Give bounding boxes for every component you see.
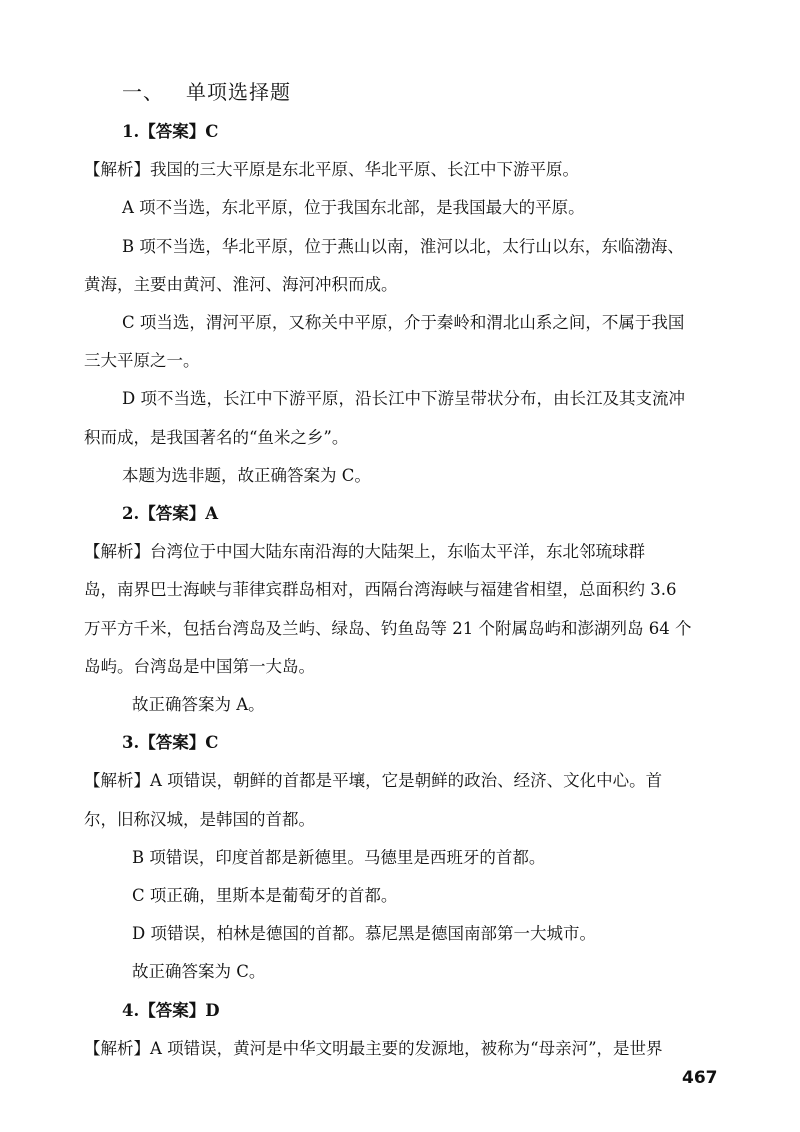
analysis-1-option-b: B 项不当选，华北平原，位于燕山以南，淮河以北，太行山以东，东临渤海、 xyxy=(122,236,684,256)
analysis-1-text: 【解析】我国的三大平原是东北平原、华北平原、长江中下游平原。 xyxy=(84,160,579,180)
analysis-3-conclusion: 故正确答案为 C。 xyxy=(132,962,266,982)
answer-4-heading: 4.【答案】D xyxy=(122,1000,220,1020)
analysis-1-option-b-cont: 黄海，主要由黄河、淮河、海河冲积而成。 xyxy=(84,274,398,294)
page-number: 467 xyxy=(682,1068,718,1088)
analysis-1-option-d: D 项不当选，长江中下游平原，沿长江中下游呈带状分布，由长江及其支流冲 xyxy=(122,389,685,409)
analysis-3-option-a: 【解析】A 项错误，朝鲜的首都是平壤，它是朝鲜的政治、经济、文化中心。首 xyxy=(84,771,663,791)
analysis-1-conclusion: 本题为选非题，故正确答案为 C。 xyxy=(122,465,371,485)
analysis-1-option-a: A 项不当选，东北平原，位于我国东北部，是我国最大的平原。 xyxy=(122,198,585,218)
section-number: 一、 xyxy=(122,80,164,104)
analysis-4-option-a: 【解析】A 项错误，黄河是中华文明最主要的发源地，被称为“母亲河”，是世界 xyxy=(84,1038,663,1058)
analysis-2-text: 【解析】台湾位于中国大陆东南沿海的大陆架上，东临太平洋，东北邻琉球群 xyxy=(84,542,645,562)
answer-1-heading: 1.【答案】C xyxy=(122,122,219,141)
analysis-2-conclusion: 故正确答案为 A。 xyxy=(132,695,265,714)
answer-3-heading: 3.【答案】C xyxy=(122,733,219,753)
analysis-2-text-cont-3: 岛屿。台湾岛是中国第一大岛。 xyxy=(84,656,315,676)
analysis-1-option-c: C 项当选，渭河平原，又称关中平原，介于秦岭和渭北山系之间，不属于我国 xyxy=(122,313,685,332)
analysis-2-text-cont-1: 岛，南界巴士海峡与菲律宾群岛相对，西隔台湾海峡与福建省相望，总面积约 3.6 xyxy=(84,580,677,600)
section-heading xyxy=(122,76,291,105)
analysis-1-option-d-cont: 积而成，是我国著名的“鱼米之乡”。 xyxy=(84,427,349,447)
answer-2-heading: 2.【答案】A xyxy=(122,504,219,523)
analysis-3-option-c: C 项正确，里斯本是葡萄牙的首都。 xyxy=(132,886,398,905)
analysis-1-option-c-cont: 三大平原之一。 xyxy=(84,351,200,371)
section-title: 单项选择题 xyxy=(186,80,291,104)
analysis-3-option-b: B 项错误，印度首都是新德里。马德里是西班牙的首都。 xyxy=(132,847,546,867)
analysis-3-option-d: D 项错误，柏林是德国的首都。慕尼黑是德国南部第一大城市。 xyxy=(132,924,596,944)
analysis-3-option-a-cont: 尔，旧称汉城，是韩国的首都。 xyxy=(84,809,315,829)
analysis-2-text-cont-2: 万平方千米，包括台湾岛及兰屿、绿岛、钓鱼岛等 21 个附属岛屿和澎湖列岛 64 个 xyxy=(84,618,692,638)
